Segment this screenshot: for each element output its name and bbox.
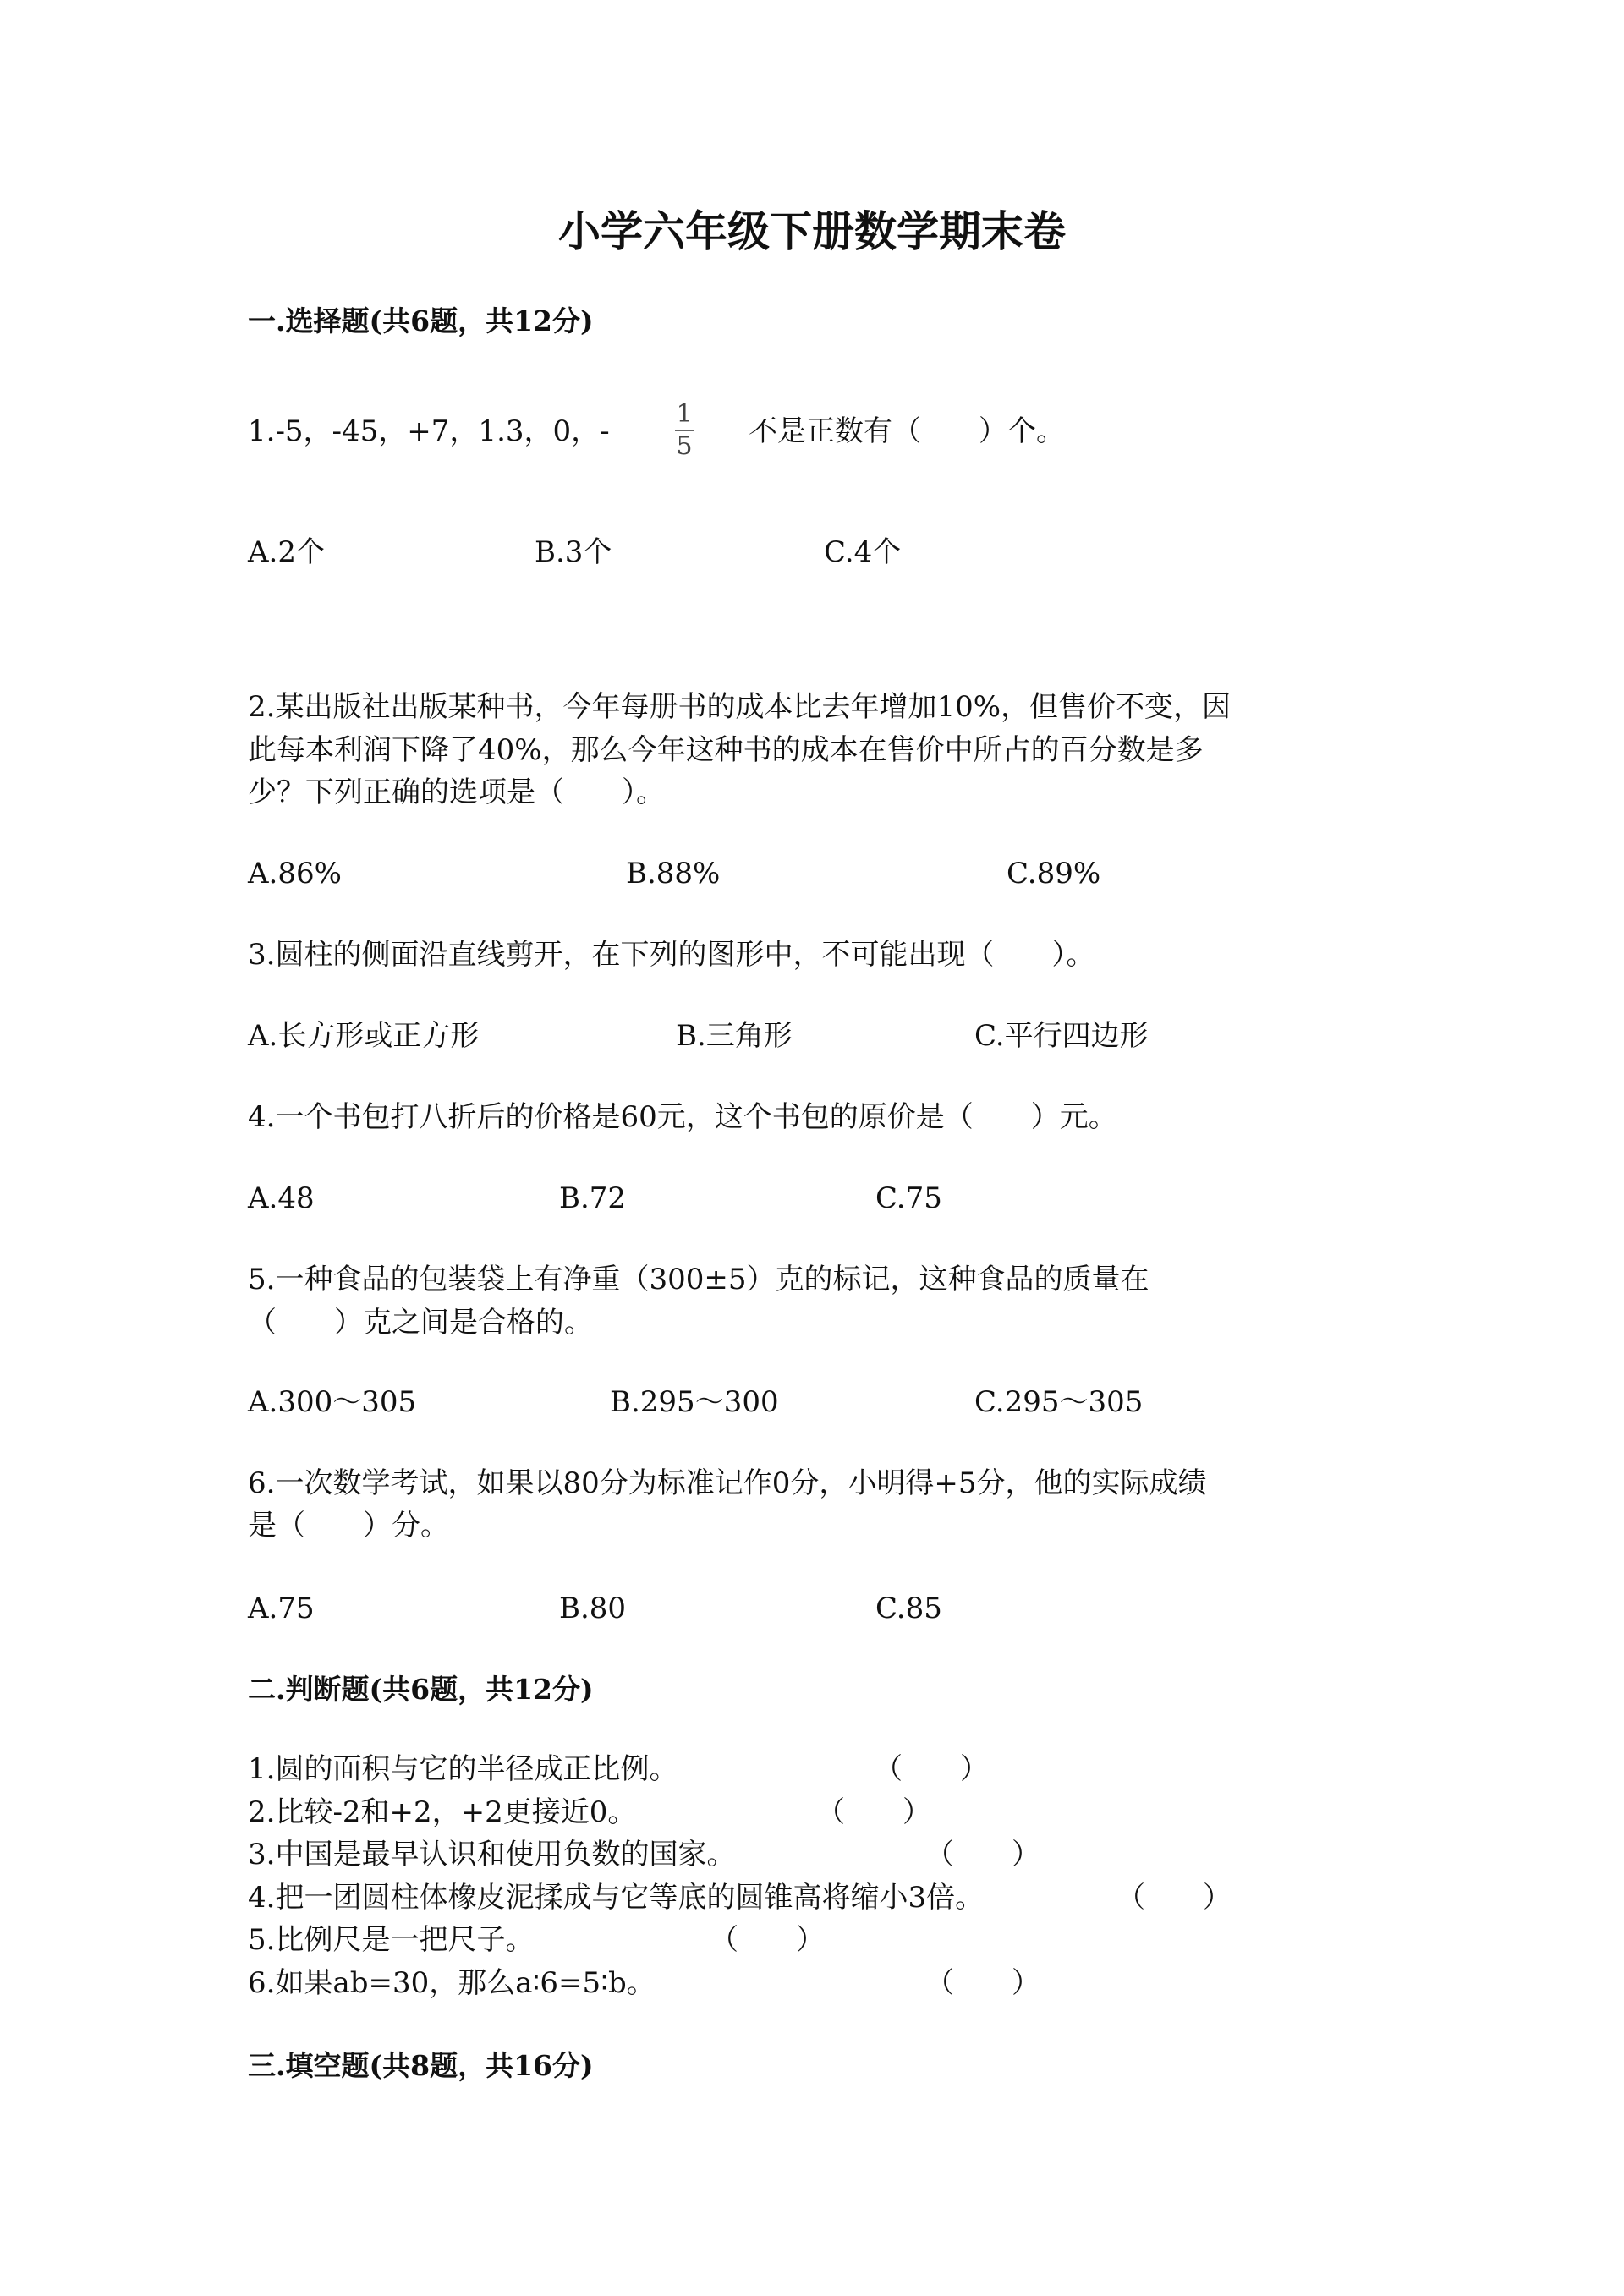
judgment-statement: 5.比例尺是一把尺子。 bbox=[248, 1923, 535, 1957]
option-c: C.85 bbox=[875, 1592, 942, 1625]
fraction-denominator: 5 bbox=[676, 431, 693, 461]
judgment-statement: 6.如果ab=30，那么a∶6=5∶b。 bbox=[248, 1966, 656, 2000]
answer-blank: （ ） bbox=[710, 1923, 825, 1957]
option-a: A.48 bbox=[248, 1181, 315, 1215]
option-b: B.88% bbox=[626, 857, 721, 890]
judgment-statement: 3.中国是最早认识和使用负数的国家。 bbox=[248, 1838, 736, 1871]
question-text: （ ）克之间是合格的。 bbox=[248, 1306, 593, 1340]
option-c: C.89% bbox=[1007, 857, 1101, 890]
question-text: 不是正数有（ ）个。 bbox=[749, 414, 1065, 448]
fraction-one-fifth bbox=[675, 401, 694, 460]
option-b: B.3个 bbox=[535, 535, 612, 569]
option-b: B.295～300 bbox=[610, 1385, 779, 1419]
option-a: A.2个 bbox=[248, 535, 325, 569]
question-text: 5.一种食品的包装袋上有净重（300±5）克的标记，这种食品的质量在 bbox=[248, 1263, 1149, 1296]
question-text: 6.一次数学考试，如果以80分为标准记作0分，小明得+5分，他的实际成绩 bbox=[248, 1466, 1207, 1500]
answer-blank: （ ） bbox=[925, 1966, 1040, 2000]
question-text: 2.某出版社出版某种书，今年每册书的成本比去年增加10%，但售价不变，因 bbox=[248, 690, 1232, 724]
option-b: B.72 bbox=[559, 1181, 627, 1215]
answer-blank: （ ） bbox=[1116, 1881, 1232, 1915]
answer-blank: （ ） bbox=[816, 1795, 931, 1829]
option-a: A.86% bbox=[248, 857, 342, 890]
option-a: A.300～305 bbox=[248, 1385, 417, 1419]
option-c: C.4个 bbox=[824, 535, 902, 569]
option-b: B.80 bbox=[559, 1592, 627, 1625]
section-heading: 三.填空题(共8题，共16分) bbox=[248, 2049, 594, 2082]
page-title: 小学六年级下册数学期末卷 bbox=[558, 206, 1066, 256]
question-text: 3.圆柱的侧面沿直线剪开，在下列的图形中，不可能出现（ ）。 bbox=[248, 938, 1095, 972]
judgment-statement: 1.圆的面积与它的半径成正比例。 bbox=[248, 1752, 678, 1786]
option-c: C.平行四边形 bbox=[974, 1019, 1149, 1053]
section-heading: 一.选择题(共6题，共12分) bbox=[248, 304, 594, 337]
fraction-numerator: 1 bbox=[676, 399, 693, 429]
option-a: A.长方形或正方形 bbox=[248, 1019, 480, 1053]
question-text: 此每本利润下降了40%，那么今年这种书的成本在售价中所占的百分数是多 bbox=[248, 733, 1204, 767]
option-c: C.75 bbox=[875, 1181, 942, 1215]
option-b: B.三角形 bbox=[676, 1019, 793, 1053]
question-text: 是（ ）分。 bbox=[248, 1509, 449, 1543]
question-text: 4.一个书包打八折后的价格是60元，这个书包的原价是（ ）元。 bbox=[248, 1100, 1117, 1134]
answer-blank: （ ） bbox=[925, 1838, 1040, 1871]
answer-blank: （ ） bbox=[874, 1752, 989, 1786]
judgment-statement: 2.比较-2和+2，+2更接近0。 bbox=[248, 1795, 637, 1829]
question-text: 少？下列正确的选项是（ ）。 bbox=[248, 775, 665, 809]
question-text: 1.-5，-45，+7，1.3，0，- bbox=[248, 414, 610, 448]
judgment-statement: 4.把一团圆柱体橡皮泥揉成与它等底的圆锥高将缩小3倍。 bbox=[248, 1881, 985, 1915]
section-heading: 二.判断题(共6题，共12分) bbox=[248, 1673, 594, 1706]
option-c: C.295～305 bbox=[974, 1385, 1144, 1419]
option-a: A.75 bbox=[248, 1592, 315, 1625]
